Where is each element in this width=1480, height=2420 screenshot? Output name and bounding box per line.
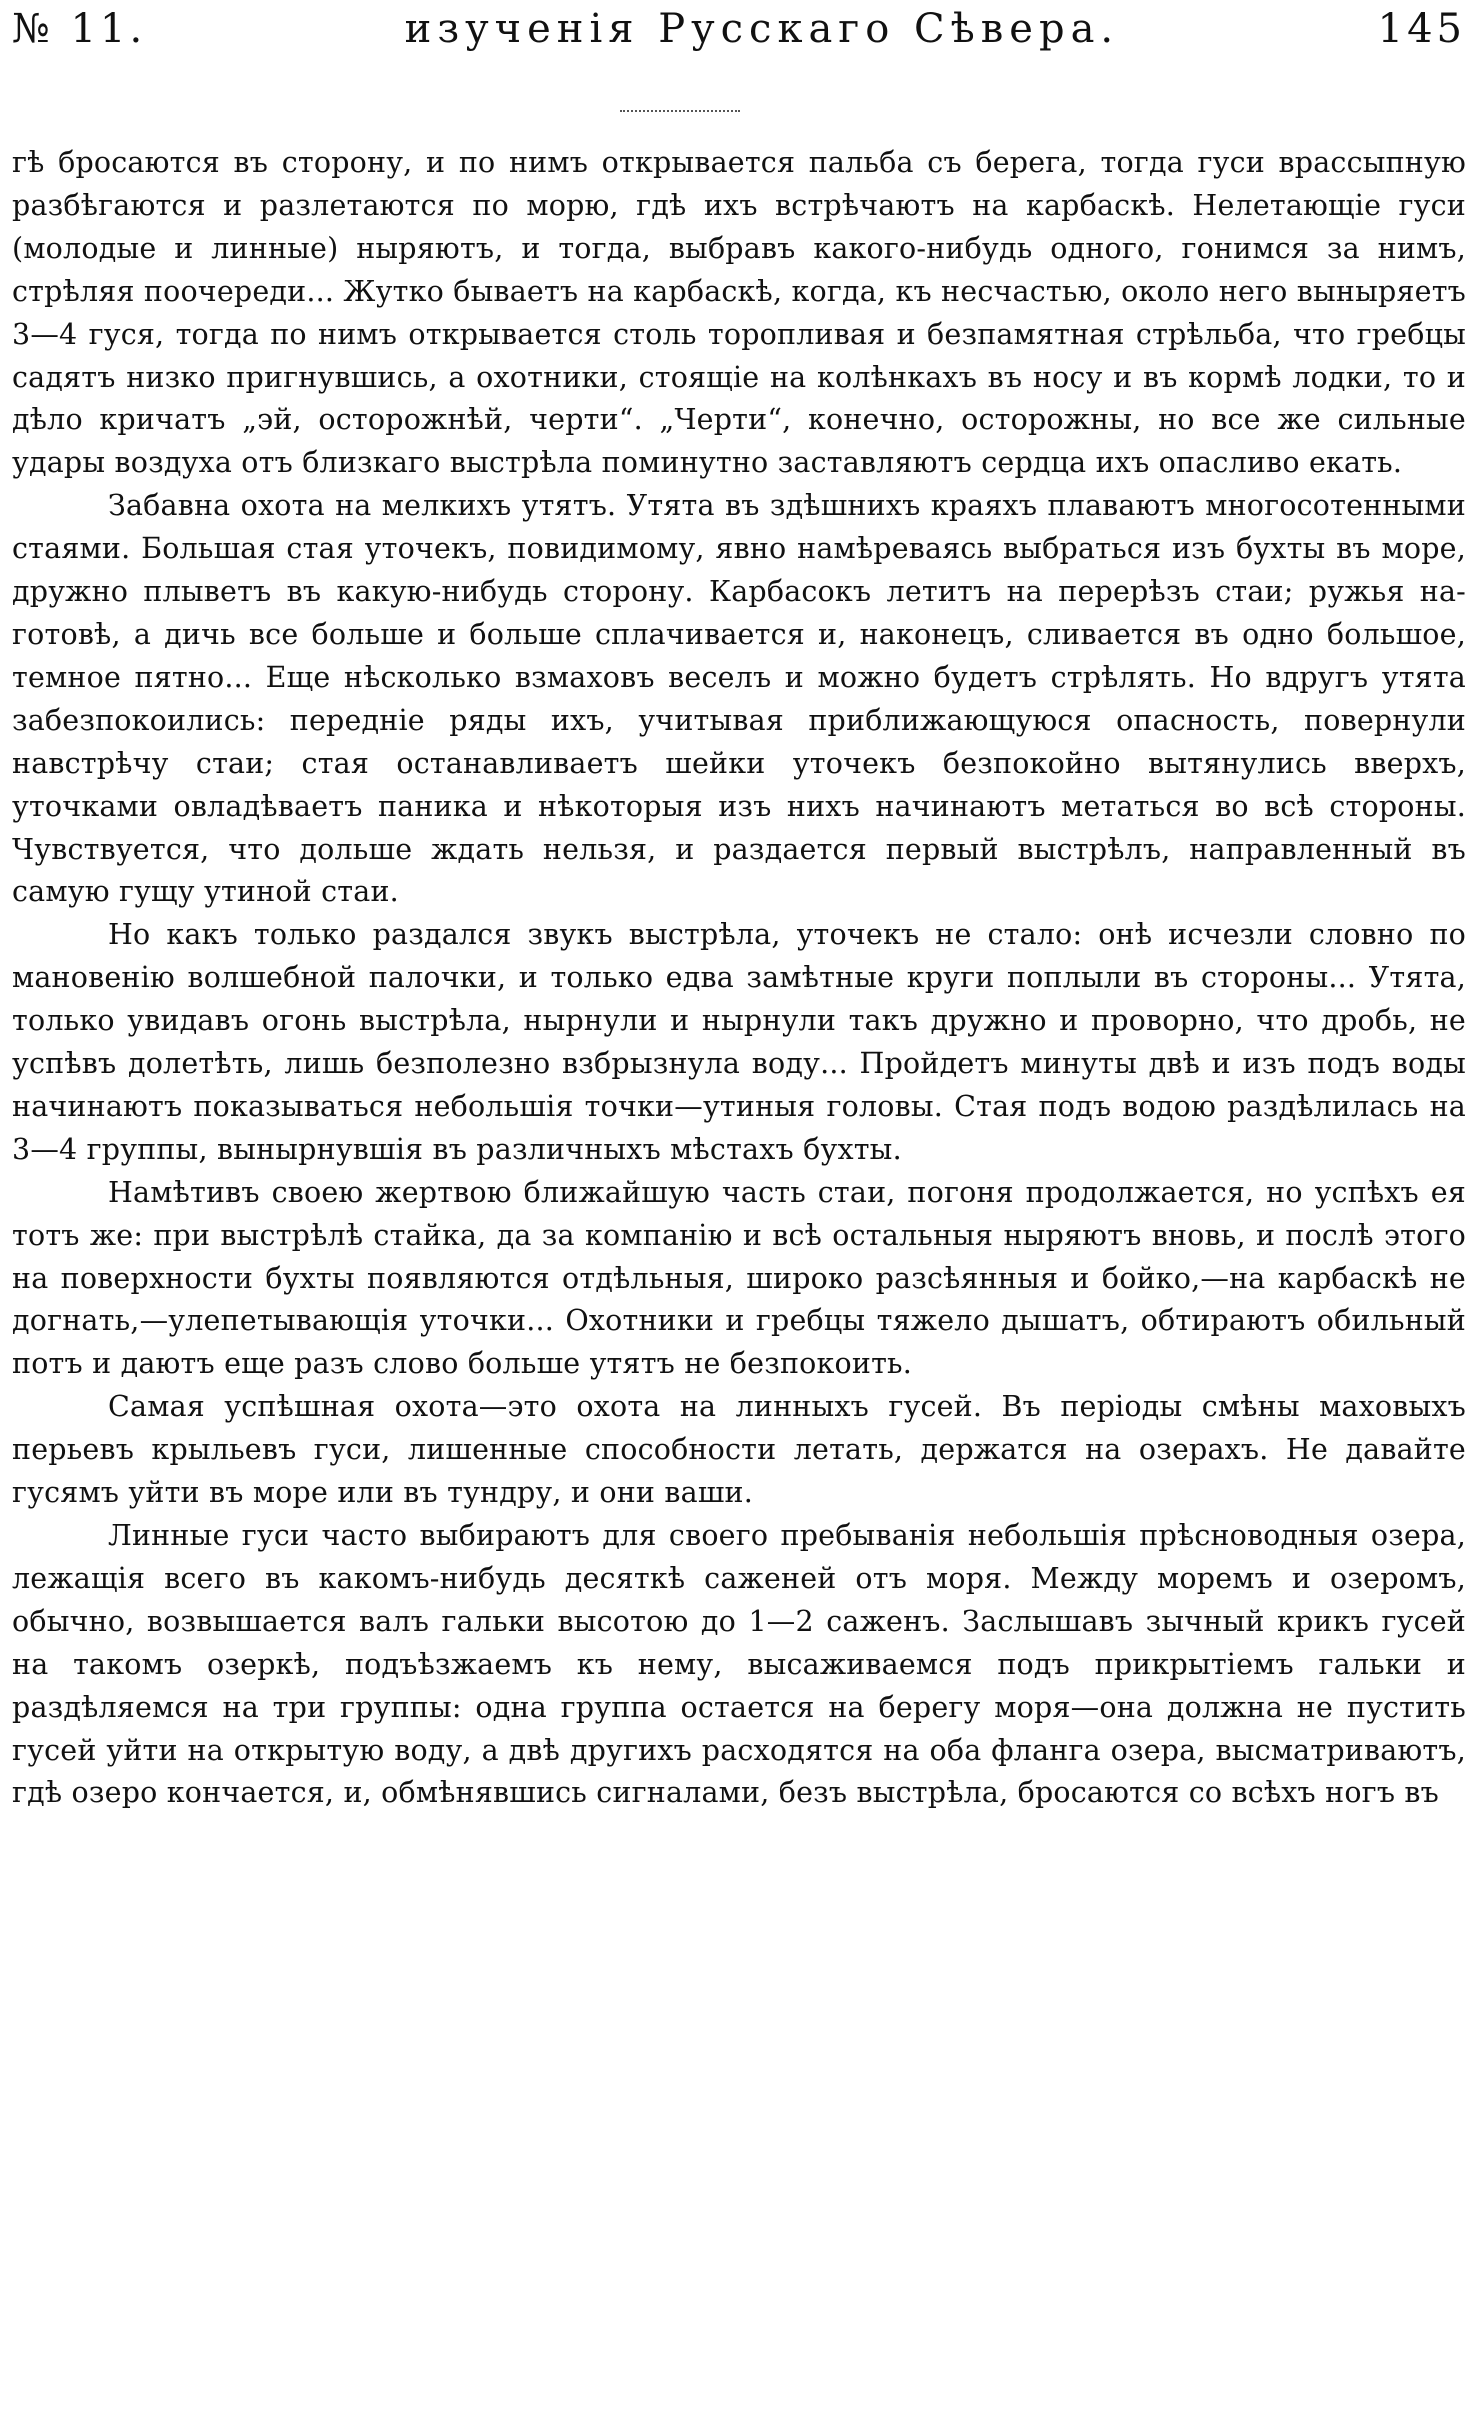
header-divider: [620, 110, 740, 112]
page-number: 145: [1377, 6, 1466, 52]
paragraph: гѣ бросаются въ сторону, и по нимъ открывается пальба съ берега, тогда гуси врассыпную разбѣгаются и разлетаются по морю, гдѣ ихъ встрѣчаютъ на карбаскѣ. Нелетающіе гуси (молодые и линные) ныряютъ, и тогда, выбравъ какого-нибудь одного, гонимся за нимъ, стрѣляя поочереди... Жутко бываетъ на карбаскѣ, когда, къ несчастью, около него выныряетъ 3—4 гуся, тогда по нимъ открывается столь торопливая и безпамятная стрѣльба, что гребцы садятъ низко пригнувшись, а охотники, стоящіе на колѣнкахъ въ носу и въ кормѣ лодки, то и дѣло кричатъ „эй, осторожнѣй, черти“. „Черти“, конечно, осторожны, но все же сильные удары воздуха отъ близкаго выстрѣла поминутно заставляютъ сердца ихъ опасливо екать.: [12, 146, 1466, 480]
paragraph: Забавна охота на мелкихъ утятъ. Утята въ здѣшнихъ краяхъ плаваютъ многосотенными стаями. Большая стая уточекъ, повидимому, явно намѣреваясь выбраться изъ бухты въ море, дружно плыветъ въ какую-нибудь сторону. Карбасокъ летитъ на перерѣзъ стаи; ружья на-готовѣ, а дичь все больше и больше сплачивается и, наконецъ, сливается въ одно большое, темное пятно... Еще нѣсколько взмаховъ веселъ и можно будетъ стрѣлять. Но вдругъ утята забезпокоились: передніе ряды ихъ, учитывая приближающуюся опасность, повернули навстрѣчу стаи; стая останавливаетъ шейки уточекъ безпокойно вытянулись вверхъ, уточками овладѣваетъ паника и нѣкоторыя изъ нихъ начинаютъ метаться во всѣ стороны. Чувствуется, что дольше ждать нельзя, и раздается первый выстрѣлъ, направленный въ самую гущу утиной стаи.: [12, 489, 1466, 909]
running-header: [12, 6, 1466, 62]
paragraph: Линные гуси часто выбираютъ для своего пребыванія небольшія прѣсноводныя озера, лежащія всего въ какомъ-нибудь десяткѣ саженей отъ моря. Между моремъ и озеромъ, обычно, возвышается валъ гальки высотою до 1—2 саженъ. Заслышавъ зычный крикъ гусей на такомъ озеркѣ, подъѣзжаемъ къ нему, высаживаемся подъ прикрытіемъ гальки и раздѣляемся на три группы: одна группа остается на берегу моря—она должна не пустить гусей уйти на открытую воду, а двѣ другихъ расходятся на оба фланга озера, высматриваютъ, гдѣ озеро кончается, и, обмѣнявшись сигналами, безъ выстрѣла, бросаются со всѣхъ ногъ въ: [12, 1519, 1466, 1810]
paragraph: Намѣтивъ своею жертвою ближайшую часть стаи, погоня продолжается, но успѣхъ ея тотъ же: при выстрѣлѣ стайка, да за компанію и всѣ остальныя ныряютъ вновь, и послѣ этого на поверхности бухты появляются отдѣльныя, широко разсѣянныя и бойко,—на карбаскѣ не догнать,—улепетывающія уточки... Охотники и гребцы тяжело дышатъ, обтираютъ обильный потъ и даютъ еще разъ слово больше утятъ не безпокоить.: [12, 1175, 1466, 1381]
issue-number: № 11.: [12, 6, 147, 52]
running-title: изученія Русскаго Сѣвера.: [404, 6, 1120, 52]
paragraph: Но какъ только раздался звукъ выстрѣла, уточекъ не стало: онѣ исчезли словно по мановенію волшебной палочки, и только едва замѣтные круги поплыли въ стороны... Утята, только увидавъ огонь выстрѣла, нырнули и нырнули такъ дружно и проворно, что дробь, не успѣвъ долетѣть, лишь безполезно взбрызнула воду... Пройдетъ минуты двѣ и изъ подъ воды начинаютъ показываться небольшія точки—утиныя головы. Стая подъ водою раздѣлилась на 3—4 группы, вынырнувшія въ различныхъ мѣстахъ бухты.: [12, 918, 1466, 1166]
article-body: [12, 142, 1466, 2410]
paragraph: Самая успѣшная охота—это охота на линныхъ гусей. Въ періоды смѣны маховыхъ перьевъ крыльевъ гуси, лишенные способности летать, держатся на озерахъ. Не давайте гусямъ уйти въ море или въ тундру, и они ваши.: [12, 1390, 1466, 1510]
